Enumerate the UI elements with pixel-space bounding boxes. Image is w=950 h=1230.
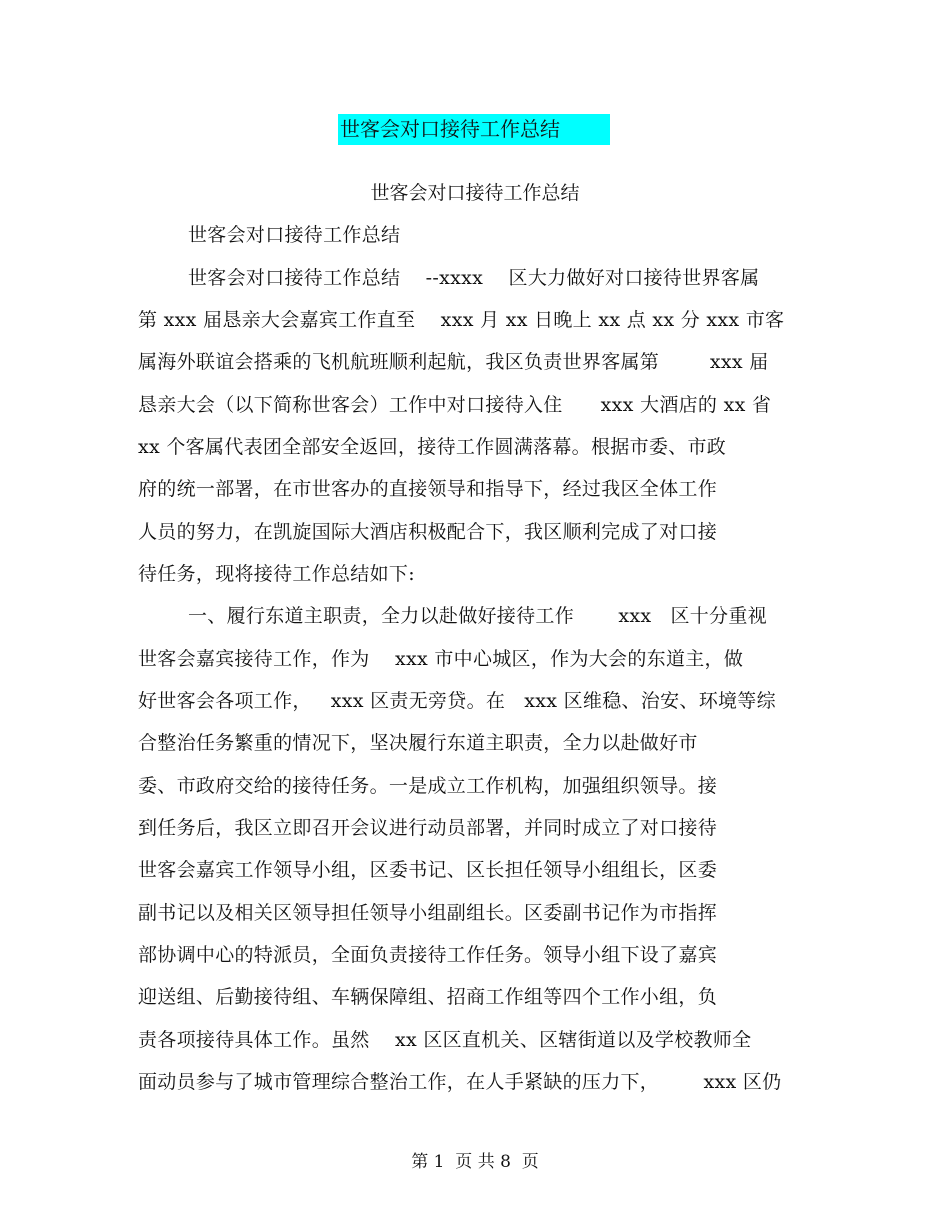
body-line-1: 世客会对口接待工作总结 xyxy=(188,224,401,246)
body-line-21: 面动员参与了城市管理综合整治工作，在人手紧缺的压力下， xxx 区仍 xyxy=(138,1071,782,1093)
body-line-2: 世客会对口接待工作总结 --xxxx 区大力做好对口接待世界客属 xyxy=(188,267,760,289)
document-subtitle: 世客会对口接待工作总结 xyxy=(370,182,580,204)
body-line-7: 府的统一部署，在市世客办的直接领导和指导下，经过我区全体工作 xyxy=(138,478,718,500)
body-line-9: 待任务，现将接待工作总结如下: xyxy=(138,563,415,585)
document-title: 世客会对口接待工作总结 xyxy=(338,114,610,145)
body-line-13: 合整治任务繁重的情况下，坚决履行东道主职责，全力以赴做好市 xyxy=(138,732,698,754)
body-line-14: 委、市政府交给的接待任务。一是成立工作机构，加强组织领导。接 xyxy=(138,775,718,797)
body-line-5: 恳亲大会（以下简称世客会）工作中对口接待入住 xxx 大酒店的 xx 省 xyxy=(138,394,772,416)
body-line-6: xx 个客属代表团全部安全返回，接待工作圆满落幕。根据市委、市政 xyxy=(138,436,727,458)
body-line-17: 副书记以及相关区领导担任领导小组副组长。区委副书记作为市指挥 xyxy=(138,902,718,924)
body-line-19: 迎送组、后勤接待组、车辆保障组、招商工作组等四个工作小组，负 xyxy=(138,986,718,1008)
body-line-20: 责各项接待具体工作。虽然 xx 区区直机关、区辖街道以及学校教师全 xyxy=(138,1029,752,1051)
body-line-4: 属海外联谊会搭乘的飞机航班顺利起航，我区负责世界客属第 xxx 届 xyxy=(138,351,769,373)
body-line-10: 一、履行东道主职责，全力以赴做好接待工作 xxx 区十分重视 xyxy=(188,605,767,627)
page-footer: 第 1 页 共 8 页 xyxy=(411,1152,539,1172)
body-line-12: 好世客会各项工作， xxx 区责无旁贷。在 xxx 区维稳、治安、环境等综 xyxy=(138,690,776,712)
body-line-18: 部协调中心的特派员，全面负责接待工作任务。领导小组下设了嘉宾 xyxy=(138,944,718,966)
body-line-11: 世客会嘉宾接待工作，作为 xxx 市中心城区，作为大会的东道主，做 xyxy=(138,648,744,670)
body-line-16: 世客会嘉宾工作领导小组，区委书记、区长担任领导小组组长，区委 xyxy=(138,859,718,881)
body-line-8: 人员的努力，在凯旋国际大酒店积极配合下，我区顺利完成了对口接 xyxy=(138,521,718,543)
body-line-15: 到任务后，我区立即召开会议进行动员部署，并同时成立了对口接待 xyxy=(138,817,718,839)
body-line-3: 第 xxx 届恳亲大会嘉宾工作直至 xxx 月 xx 日晚上 xx 点 xx 分 xxx 市客 xyxy=(138,309,785,331)
